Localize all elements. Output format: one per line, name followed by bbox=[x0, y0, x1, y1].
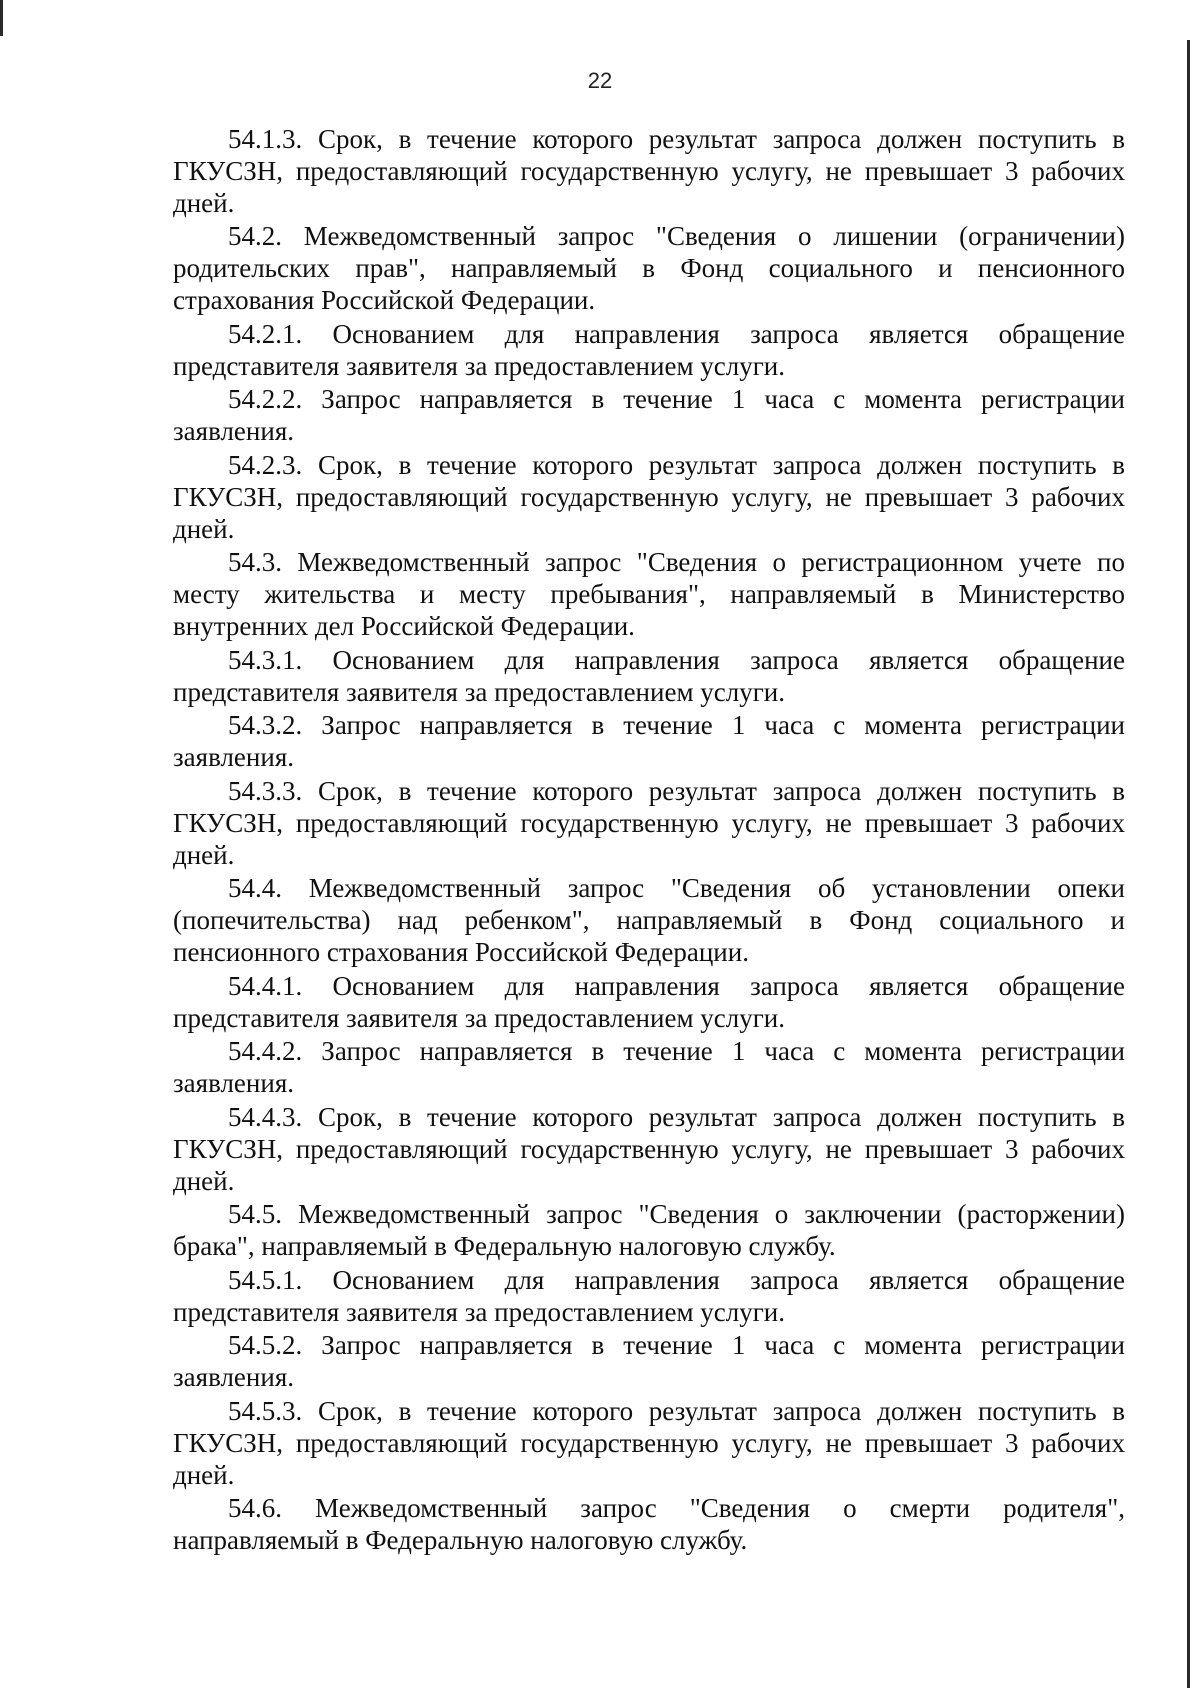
paragraph-54-2: 54.2. Межведомственный запрос "Сведения о лишении (ограничении) родительских прав", направляемый в Фонд социального и пенсионного страхования Российской Федерации. bbox=[173, 221, 1125, 315]
paragraph-54-2-1: 54.2.1. Основанием для направления запроса является обращение представителя заявителя за предоставлением услуги. bbox=[173, 318, 1125, 381]
paragraph-54-5: 54.5. Межведомственный запрос "Сведения о заключении (расторжении) брака", направляемый в Федеральную налоговую службу. bbox=[173, 1199, 1125, 1262]
scan-edge-right bbox=[1187, 40, 1190, 1688]
paragraph-54-2-3: 54.2.3. Срок, в течение которого результат запроса должен поступить в ГКУСЗН, предоставляющий государственную услугу, не превышает 3 рабочих дней. bbox=[173, 449, 1125, 544]
scan-edge-left bbox=[0, 0, 3, 36]
paragraph-54-2-2: 54.2.2. Запрос направляется в течение 1 часа с момента регистрации заявления. bbox=[173, 384, 1125, 447]
paragraph-54-6: 54.6. Межведомственный запрос "Сведения о смерти родителя", направляемый в Федеральную налоговую службу. bbox=[173, 1493, 1125, 1556]
paragraph-54-4-1: 54.4.1. Основанием для направления запроса является обращение представителя заявителя за предоставлением услуги. bbox=[173, 970, 1125, 1033]
paragraph-54-4-3: 54.4.3. Срок, в течение которого результат запроса должен поступить в ГКУСЗН, предоставляющий государственную услугу, не превышает 3 рабочих дней. bbox=[173, 1101, 1125, 1196]
paragraph-54-4-2: 54.4.2. Запрос направляется в течение 1 часа с момента регистрации заявления. bbox=[173, 1036, 1125, 1099]
paragraph-54-4: 54.4. Межведомственный запрос "Сведения об установлении опеки (попечительства) над ребенком", направляемый в Фонд социального и пенсионного страхования Российской Федерации. bbox=[173, 873, 1125, 967]
page-number: 22 bbox=[587, 68, 613, 93]
paragraph-54-3-3: 54.3.3. Срок, в течение которого результат запроса должен поступить в ГКУСЗН, предоставляющий государственную услугу, не превышает 3 рабочих дней. bbox=[173, 775, 1125, 870]
paragraph-54-3: 54.3. Межведомственный запрос "Сведения о регистрационном учете по месту жительства и месту пребывания", направляемый в Министерство внутренних дел Российской Федерации. bbox=[173, 547, 1125, 641]
paragraph-54-3-1: 54.3.1. Основанием для направления запроса является обращение представителя заявителя за предоставлением услуги. bbox=[173, 644, 1125, 707]
paragraph-54-5-1: 54.5.1. Основанием для направления запроса является обращение представителя заявителя за предоставлением услуги. bbox=[173, 1264, 1125, 1327]
paragraph-54-1-3: 54.1.3. Срок, в течение которого результат запроса должен поступить в ГКУСЗН, предоставляющий государственную услугу, не превышает 3 рабочих дней. bbox=[173, 124, 1125, 218]
document-body bbox=[173, 124, 1125, 1559]
paragraph-54-3-2: 54.3.2. Запрос направляется в течение 1 часа с момента регистрации заявления. bbox=[173, 710, 1125, 773]
paragraph-54-5-2: 54.5.2. Запрос направляется в течение 1 часа с момента регистрации заявления. bbox=[173, 1330, 1125, 1393]
paragraph-54-5-3: 54.5.3. Срок, в течение которого результат запроса должен поступить в ГКУСЗН, предоставляющий государственную услугу, не превышает 3 рабочих дней. bbox=[173, 1396, 1125, 1490]
